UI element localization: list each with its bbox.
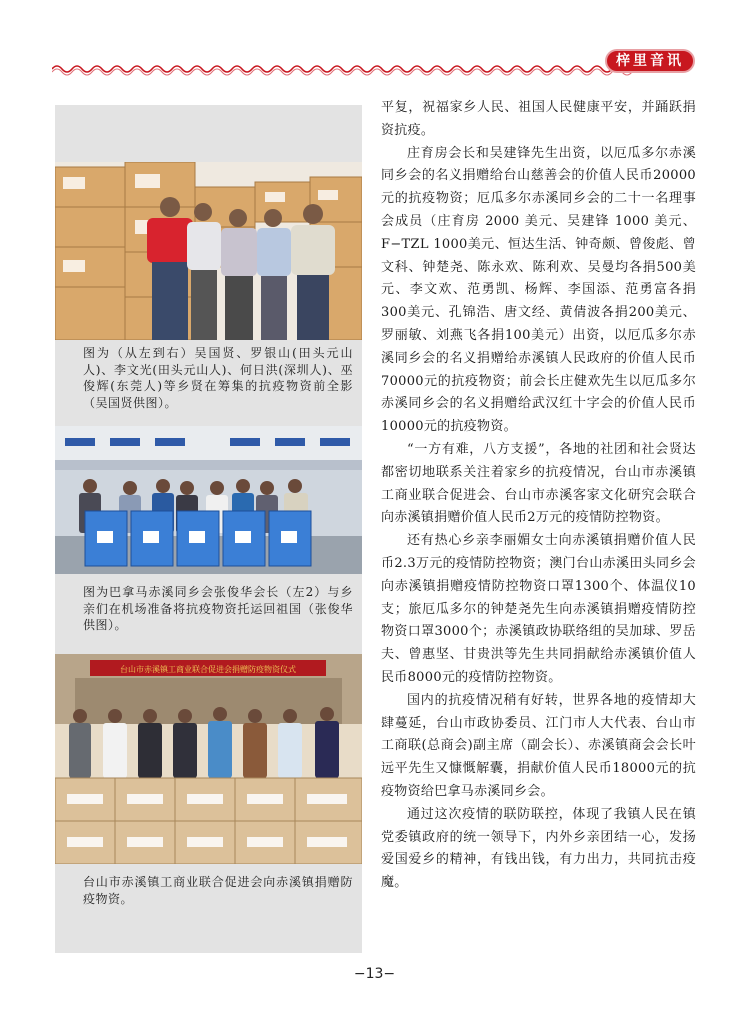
article-paragraph-2: 庄育房会长和吴建锋先生出资，以厄瓜多尔赤溪同乡会的名义捐赠给台山慈善会的价值人民币20000元的抗疫物资；厄瓜多尔赤溪同乡会的二十一名理事会成员（庄育房 2000 美元、吴建锋 1000 美元、F−TZL 1000美元、恒达生活、钟奇颇、曾俊彪、曾文科、钟楚尧、陈永欢、陈利欢、吴曼均各捐500美元、李文欢、范勇凯、杨辉、李国添、范勇富各捐300美元、孔锦浩、唐文经、黄倩波各捐200美元、罗丽敏、刘燕飞各捐100美元）出资，以厄瓜多尔赤溪同乡会的名义捐赠给赤溪镇人民政府的价值人民币70000元的抗疫物资；前会长庄健欢先生以厄瓜多尔赤溪同乡会的名义捐赠给武汉红十字会的价值人民币10000元的抗疫物资。 — [381, 145, 696, 435]
page-number: −13− — [353, 966, 396, 982]
photo-donors-with-boxes — [55, 162, 362, 340]
article-paragraph-4: 还有热心乡亲李丽媚女士向赤溪镇捐赠价值人民币2.3万元的疫情防控物资；澳门台山赤溪田头同乡会向赤溪镇捐赠疫情防控物资口罩1300个、体温仪10支；旅厄瓜多尔的钟楚尧先生向赤溪镇捐赠疫情防控物资口罩3000个；赤溪镇政协联络组的吴加球、罗岳夫、曾惠坚、甘贵洪等先生共同捐献给赤溪镇价值人民币8000元的疫情防控物资。 — [381, 533, 696, 685]
wave-divider-icon — [52, 62, 638, 76]
photo-caption-3: 台山市赤溪镇工商业联合促进会向赤溪镇捐赠防疫物资。 — [83, 875, 353, 906]
article-body — [381, 97, 696, 895]
photo-airport-group — [55, 426, 362, 574]
donation-banner: 台山市赤溪镇工商业联合促进会捐赠防疫物资仪式 — [120, 665, 296, 674]
photo-chamber-donation — [55, 654, 362, 864]
article-paragraph-1: 平复，祝福家乡人民、祖国人民健康平安，并踊跃捐资抗疫。 — [381, 100, 696, 138]
photo-column — [55, 105, 362, 953]
photo-caption-1: 图为（从左到右）吴国贤、罗银山(田头元山人)、李文光(田头元山人)、何日洪(深圳人)、巫俊辉(东莞人)等乡贤在筹集的抗疫物资前全影（吴国贤供图）。 — [83, 346, 353, 410]
article-paragraph-5: 国内的抗疫情况稍有好转，世界各地的疫情却大肆蔓延，台山市政协委员、江门市人大代表、台山市工商联(总商会)副主席（副会长）、赤溪镇商会会长叶远平先生又慷慨解囊，捐献价值人民币18000元的抗疫物资给巴拿马赤溪同乡会。 — [381, 692, 696, 799]
column-badge: 梓里音讯 — [605, 49, 695, 73]
article-paragraph-6: 通过这次疫情的联防联控，体现了我镇人民在镇党委镇政府的统一领导下，内外乡亲团结一心，发扬爱国爱乡的精神，有钱出钱，有力出力，共同抗击疫魔。 — [381, 806, 696, 891]
photo-caption-2: 图为巴拿马赤溪同乡会张俊华会长（左2）与乡亲们在机场准备将抗疫物资托运回祖国（张俊华供图）。 — [83, 585, 353, 632]
article-paragraph-3: “一方有难，八方支援”，各地的社团和社会贤达都密切地联系关注着家乡的抗疫情况，台山市赤溪镇工商业联合促进会、台山市赤溪客家文化研究会联合向赤溪镇捐赠价值人民币2万元的疫情防控物资。 — [381, 441, 696, 526]
